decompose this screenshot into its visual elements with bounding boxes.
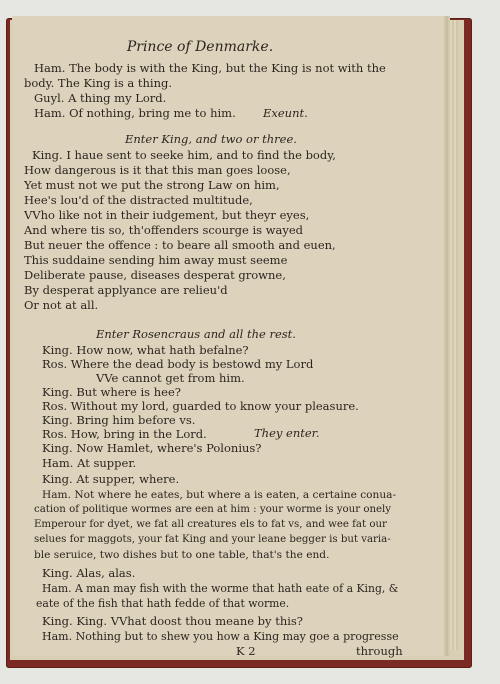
text-line: selues for maggots, your fat King and your leane begger is but varia-	[34, 534, 391, 545]
text-line: Ham. Not where he eates, but where a is eaten, a certaine conua-	[42, 489, 397, 501]
text-line: Yet must not we put the strong Law on him,	[24, 178, 280, 192]
text-line: Ros. Without my lord, guarded to know your pleasure.	[42, 399, 359, 413]
text-line: Emperour for dyet, we fat all creatures els to fat vs, and wee fat our	[34, 519, 387, 530]
text-line: Hee's lou'd of the distracted multitude,	[24, 193, 253, 207]
text-line: But neuer the offence : to beare all smooth and euen,	[24, 238, 336, 252]
stage-direction: Enter Rosencraus and all the rest.	[96, 327, 296, 341]
stage-direction: Exeunt.	[263, 106, 308, 120]
text-line: Ham. The body is with the King, but the King is not with the	[34, 61, 386, 75]
text-line: Ros. Where the dead body is bestowd my Lord	[42, 357, 314, 371]
text-line: Ham. Of nothing, bring me to him.	[34, 106, 236, 120]
text-line: King. At supper, where.	[42, 472, 180, 486]
text-line: King. King. VVhat doost thou meane by this?	[42, 614, 303, 628]
text-line: Ros. How, bring in the Lord.	[42, 427, 207, 441]
text-line: King. But where is hee?	[42, 385, 181, 399]
text-line: King. Now Hamlet, where's Polonius?	[42, 441, 262, 455]
text-line: VVe cannot get from him.	[96, 371, 245, 385]
stage-direction: They enter.	[254, 426, 320, 440]
catchword: through	[356, 644, 403, 658]
text-line: eate of the fish that hath fedde of that worme.	[36, 597, 290, 610]
show-through-text	[325, 50, 415, 640]
text-line: VVho like not in their iudgement, but theyr eyes,	[24, 208, 310, 222]
text-line: cation of politique wormes are een at him : your worme is your onely	[34, 504, 392, 515]
text-line: And where tis so, th'offenders scourge is wayed	[24, 223, 304, 237]
stage-direction: Enter King, and two or three.	[125, 132, 297, 146]
text-line: How dangerous is it that this man goes loose,	[24, 163, 291, 177]
text-line: ble seruice, two dishes but to one table, that's the end.	[34, 549, 330, 561]
text-line: Or not at all.	[24, 298, 99, 312]
text-line: Guyl. A thing my Lord.	[34, 91, 167, 105]
text-line: King. How now, what hath befalne?	[42, 343, 249, 357]
text-line: Ham. A man may fish with the worme that hath eate of a King, &	[42, 582, 399, 595]
text-line: body. The King is a thing.	[24, 76, 173, 90]
text-line: Deliberate pause, diseases desperat growne,	[24, 268, 286, 282]
text-line: King. Bring him before vs.	[42, 413, 196, 427]
text-line: By desperat applyance are relieu'd	[24, 283, 228, 297]
text-line: Ham. At supper.	[42, 456, 137, 470]
running-head: Prince of Denmarke.	[126, 39, 274, 55]
text-line: This suddaine sending him away must seeme	[24, 253, 288, 267]
text-line: King. Alas, alas.	[42, 566, 136, 580]
text-line: Ham. Nothing but to shew you how a King may goe a progresse	[42, 630, 399, 643]
signature-mark: K 2	[236, 644, 256, 658]
text-line: King. I haue sent to seeke him, and to find the body,	[32, 148, 336, 162]
